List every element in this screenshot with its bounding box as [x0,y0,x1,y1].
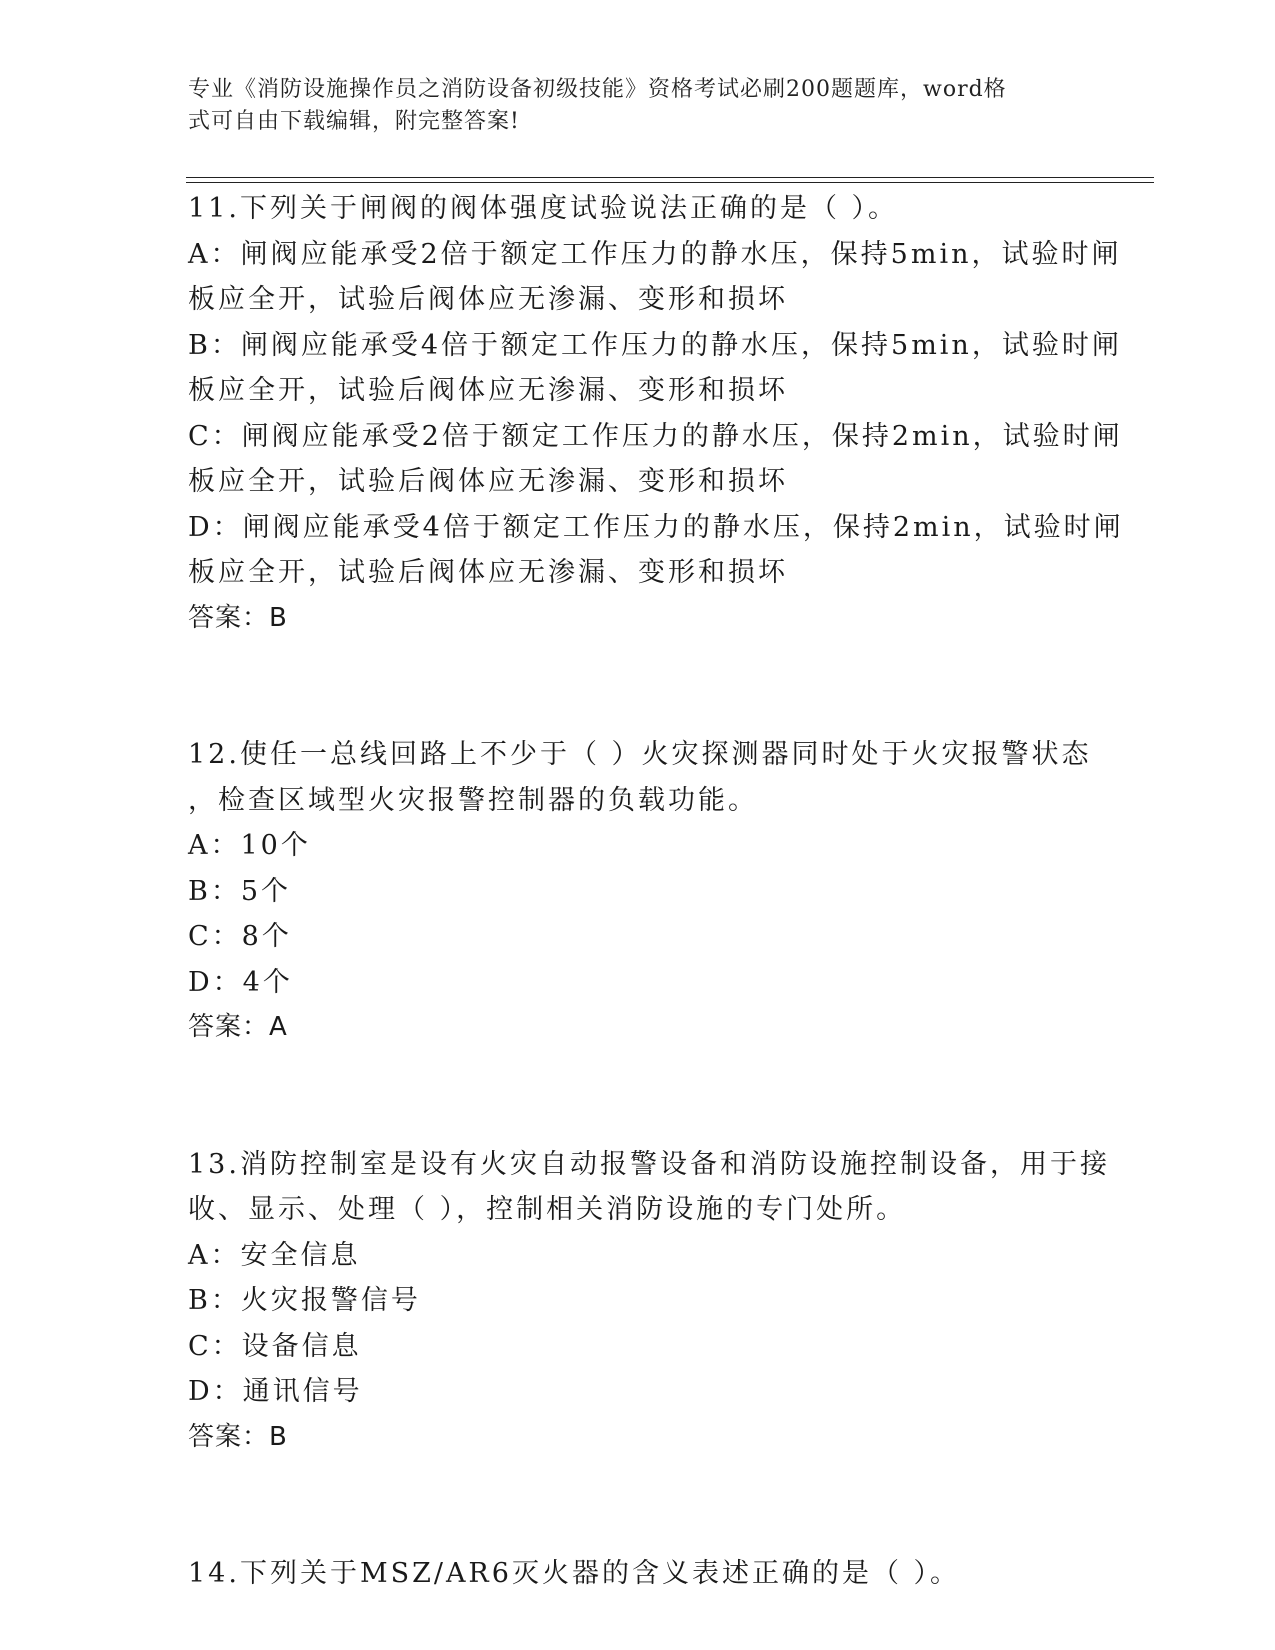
option-c: C：设备信息 [188,1330,362,1362]
option-b-line-1: B：闸阀应能承受4倍于额定工作压力的静水压，保持5min，试验时闸 [188,329,1122,361]
option-c-line-1: C：闸阀应能承受2倍于额定工作压力的静水压，保持2min，试验时闸 [188,420,1123,452]
header-divider-bottom [186,182,1154,183]
option-b: B：5个 [188,875,292,907]
question-11 [188,186,1124,641]
document-header [188,74,1068,138]
question-stem-line-2: ，检查区域型火灾报警控制器的负载功能。 [188,784,758,816]
header-divider-top [186,177,1154,178]
option-d: D：通讯信号 [188,1376,363,1407]
question-spacer [188,641,1088,732]
option-a-line-1: A：闸阀应能承受2倍于额定工作压力的静水压，保持5min，试验时闸 [188,238,1122,270]
question-stem: 14.下列关于MSZ/AR6灭火器的含义表述正确的是（ ）。 [188,1558,961,1589]
option-d: D：4个 [188,966,293,998]
question-14 [188,1551,1088,1597]
header-line-2: 式可自由下载编辑，附完整答案! [188,109,520,134]
question-13 [188,1142,1110,1461]
question-stem-line-2: 收、显示、处理（ ），控制相关消防设施的专门处所。 [188,1194,907,1225]
question-list [188,186,1124,1597]
question-12 [188,732,1092,1051]
answer-label: 答案：B [188,602,288,633]
option-a: A：10个 [188,830,311,861]
header-line-1: 专业《消防设施操作员之消防设备初级技能》资格考试必刷200题题库，word格 [188,77,1007,102]
option-d-line-1: D：闸阀应能承受4倍于额定工作压力的静水压，保持2min，试验时闸 [188,511,1124,543]
option-b-line-2: 板应全开，试验后阀体应无渗漏、变形和损坏 [188,375,788,406]
answer-label: 答案：B [188,1421,288,1452]
option-b: B：火灾报警信号 [188,1285,421,1316]
option-d-line-2: 板应全开，试验后阀体应无渗漏、变形和损坏 [188,557,788,588]
option-a: A：安全信息 [188,1239,361,1271]
question-stem-line-1: 12.使任一总线回路上不少于（ ）火灾探测器同时处于火灾报警状态 [188,739,1092,770]
question-spacer [188,1051,1088,1142]
option-c-line-2: 板应全开，试验后阀体应无渗漏、变形和损坏 [188,466,788,497]
question-stem-line-1: 13.消防控制室是设有火灾自动报警设备和消防设施控制设备，用于接 [188,1148,1110,1180]
question-stem: 11.下列关于闸阀的阀体强度试验说法正确的是（ ）。 [188,193,899,224]
answer-label: 答案：A [188,1012,288,1042]
option-a-line-2: 板应全开，试验后阀体应无渗漏、变形和损坏 [188,284,788,315]
question-spacer [188,1460,1088,1551]
option-c: C：8个 [188,921,292,952]
